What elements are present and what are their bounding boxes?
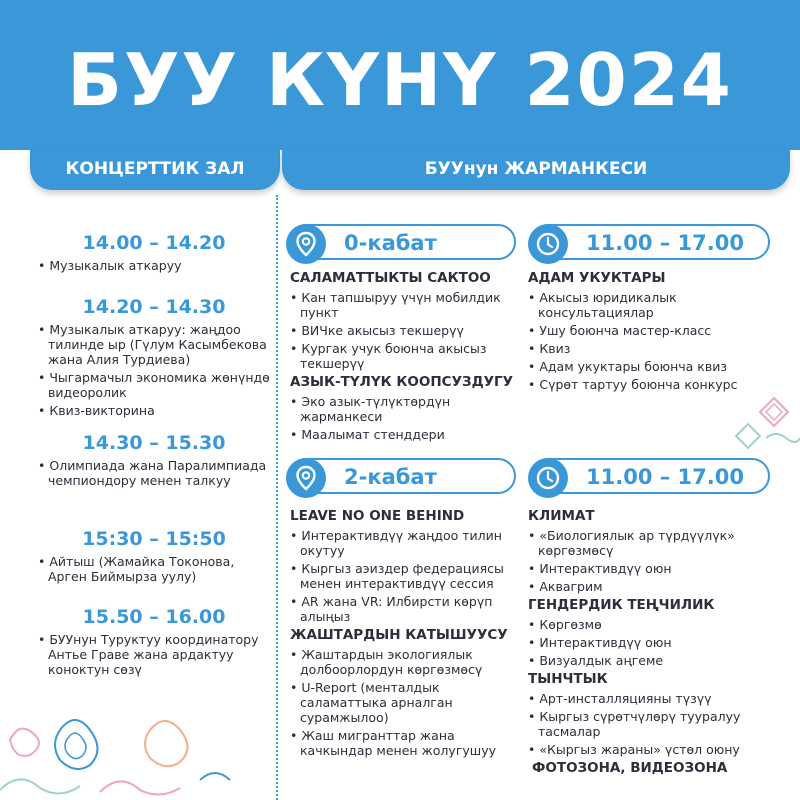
section-title: LEAVE NO ONE BEHIND [290, 508, 465, 524]
section-item: • Кыргыз сүрөтчүлөрү тууралуу тасмалар [528, 709, 768, 739]
slot-item: • Квиз-викторина [38, 403, 270, 418]
clock-icon [528, 458, 568, 498]
floor-2-time-pill [530, 458, 770, 494]
slot-item: • БУУнун Туруктуу координатору Антье Граве жана ардактуу конoктун сөзү [38, 632, 270, 677]
section-title: ТЫНЧТЫК [528, 671, 608, 687]
section-item: • Сүрөт тартуу боюнча конкурс [528, 377, 768, 392]
section-item: • Жаштардын экологиялык долбоорлордун көргөзмөсү [290, 647, 526, 677]
slot-time: 14.00 – 14.20 [82, 232, 226, 254]
tab-un-fair [282, 148, 790, 190]
section-title: АДАМ УКУКТАРЫ [528, 270, 666, 286]
section-item: • «Биологиялык ар түрдүүлүк» көргөзмөсү [528, 528, 768, 558]
section-item: • Ушу боюнча мастер-класс [528, 323, 768, 338]
slot-item: • Олимпиада жана Паралимпиада чемпиондору менен талкуу [38, 458, 270, 488]
slot-time: 15.50 – 16.00 [82, 606, 226, 628]
slot-time: 14.30 – 15.30 [82, 432, 226, 454]
column-divider [276, 195, 278, 800]
concert-slot [38, 606, 270, 680]
slot-item: • Айтыш (Жамайка Токонова, Арген Биймырза уулу) [38, 554, 270, 584]
section-item: • Кан тапшыруу үчүн мобилдик пункт [290, 290, 526, 320]
slot-item: • Музыкалык аткаруу: жаңдоо тилинде ыр (Гүлум Касымбекова жана Алия Турдиева) [38, 322, 270, 367]
tab-concert-hall-label: КОНЦЕРТТИК ЗАЛ [65, 159, 245, 179]
section-item: • Квиз [528, 341, 768, 356]
floor-2-time: 11.00 – 17.00 [586, 465, 744, 489]
concert-slot [38, 432, 270, 491]
tab-concert-hall [30, 148, 280, 190]
floor-0-label: 0-кабат [344, 231, 437, 255]
floor-2-pill [288, 458, 516, 494]
section-item: • Жаш мигранттар жана качкындар менен жолугушуу [290, 728, 526, 758]
concert-slot [38, 296, 270, 421]
location-pin-icon [286, 224, 326, 264]
section-item: • Арт-инсталляцияны түзүү [528, 691, 768, 706]
section-item: • Адам укуктары боюнча квиз [528, 359, 768, 374]
concert-slot [38, 528, 270, 587]
concert-slot [38, 232, 270, 276]
floor-2-right-sections [528, 508, 768, 780]
ornament-right [726, 392, 800, 454]
floor-0-time-pill [530, 224, 770, 260]
floor-2-left-sections [290, 508, 526, 761]
section-item: • ВИЧке акысыз текшерүү [290, 323, 526, 338]
section-item: • Кыргыз аэиздер федерациясы менен интерактивдүү сессия [290, 561, 526, 591]
section-title: КЛИМАТ [528, 508, 595, 524]
section-title: ГЕНДЕРДИК ТЕҢЧИЛИК [528, 597, 715, 613]
page-title: БУУ КҮНҮ 2024 [67, 38, 733, 122]
section-item: • «Кыргыз жараны» үстөл оюну [528, 742, 768, 757]
slot-time: 15:30 – 15:50 [82, 528, 226, 550]
location-pin-icon [286, 458, 326, 498]
section-title: САЛАМАТТЫКТЫ САКТОО [290, 270, 491, 286]
section-item: • Интерактивдүү жаңдоо тилин окутуу [290, 528, 526, 558]
section-item: • Маалымат стенддери [290, 427, 526, 442]
clock-icon [528, 224, 568, 264]
section-item: • Интерактивдүү оюн [528, 635, 768, 650]
section-item: • Кургак учук боюнча акысыз текшерүү [290, 341, 526, 371]
section-item: • AR жана VR: Илбирсти көрүп алыңыз [290, 594, 526, 624]
floor-0-pill [288, 224, 516, 260]
section-item: • Интерактивдүү оюн [528, 561, 768, 576]
photo-zone-title: ФОТОЗОНА, ВИДЕОЗОНА [532, 760, 728, 776]
ornament-bottom-left [0, 700, 240, 800]
section-item: • Көргөзмө [528, 617, 768, 632]
section-title: ЖАШТАРДЫН КАТЫШУУСУ [290, 627, 508, 643]
tab-un-fair-label: БУУнун ЖАРМАНКЕСИ [424, 159, 648, 179]
section-item: • Визуалдык аңгеме [528, 653, 768, 668]
floor-2-label: 2-кабат [344, 465, 437, 489]
floor-0-left-sections [290, 270, 526, 445]
slot-item: • Музыкалык аткаруу [38, 258, 270, 273]
section-title: АЗЫК-ТҮЛҮК КООПСУЗДУГУ [290, 374, 514, 390]
section-item: • Аквагрим [528, 579, 768, 594]
section-item: • Акысыз юридикалык консультациялар [528, 290, 768, 320]
section-item: • U-Report (менталдык саламаттыка арналган сурамжылоо) [290, 680, 526, 725]
floor-0-right-sections [528, 270, 768, 395]
slot-time: 14.20 – 14.30 [82, 296, 226, 318]
slot-item: • Чыгармачыл экономика жөнүндө видеоролик [38, 370, 270, 400]
section-item: • Эко азык-түлүктөрдүн жарманкеси [290, 394, 526, 424]
floor-0-time: 11.00 – 17.00 [586, 231, 744, 255]
